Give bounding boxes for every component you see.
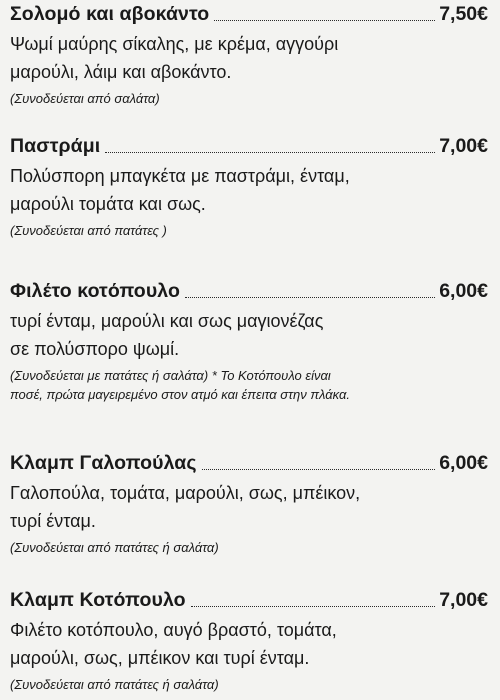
note-line: ποσέ, πρώτα μαγειρεμένο στον ατμό και έπειτα στην πλάκα. xyxy=(10,387,351,402)
menu-item-note xyxy=(10,221,488,240)
dotted-leader xyxy=(191,606,435,607)
menu-item-pastrami xyxy=(10,132,488,240)
menu-item-name: Σολομό και αβοκάντο xyxy=(10,3,210,25)
menu-item-salmon-avocado xyxy=(10,0,488,108)
menu-item-header xyxy=(10,586,488,614)
note-line: (Συνοδεύεται από πατάτες ) xyxy=(10,223,167,238)
dotted-leader xyxy=(214,20,435,21)
menu-item-note xyxy=(10,366,488,404)
menu-item-chicken-club xyxy=(10,586,488,694)
note-line: (Συνοδεύεται από πατάτες ή σαλάτα) xyxy=(10,677,219,692)
menu-item-name: Κλαμπ Γαλοπούλας xyxy=(10,452,197,474)
dotted-leader xyxy=(185,297,435,298)
description-line: μαρούλι, σως, μπέικον και τυρί ένταμ. xyxy=(10,648,310,668)
menu-item-header xyxy=(10,132,488,160)
dotted-leader xyxy=(202,469,436,470)
description-line: τυρί ένταμ. xyxy=(10,511,96,531)
description-line: Ψωμί μαύρης σίκαλης, με κρέμα, αγγούρι xyxy=(10,34,339,54)
menu-item-price: 7,00€ xyxy=(439,589,488,611)
note-line: (Συνοδεύεται με πατάτες ή σαλάτα) * Το Κοτόπουλο είναι xyxy=(10,368,331,383)
menu-item-description xyxy=(10,162,488,218)
menu-item-description xyxy=(10,479,488,535)
menu-item-description xyxy=(10,307,488,363)
menu-item-note xyxy=(10,538,488,557)
menu-item-name: Παστράμι xyxy=(10,135,101,157)
menu-item-price: 6,00€ xyxy=(439,452,488,474)
dotted-leader xyxy=(105,152,435,153)
description-line: τυρί ένταμ, μαρούλι και σως μαγιονέζας xyxy=(10,311,324,331)
menu-item-price: 7,00€ xyxy=(439,135,488,157)
description-line: μαρούλι, λάιμ και αβοκάντο. xyxy=(10,62,232,82)
menu-item-chicken-fillet xyxy=(10,277,488,404)
menu-item-note xyxy=(10,89,488,108)
description-line: Φιλέτο κοτόπουλο, αυγό βραστό, τομάτα, xyxy=(10,620,337,640)
menu-item-turkey-club xyxy=(10,449,488,557)
menu-item-header xyxy=(10,0,488,28)
description-line: Γαλοπούλα, τομάτα, μαρούλι, σως, μπέικον, xyxy=(10,483,361,503)
note-line: (Συνοδεύεται από σαλάτα) xyxy=(10,91,160,106)
menu-item-name: Φιλέτο κοτόπουλο xyxy=(10,280,180,302)
description-line: μαρούλι τομάτα και σως. xyxy=(10,194,206,214)
menu-item-description xyxy=(10,30,488,86)
menu-item-description xyxy=(10,616,488,672)
note-line: (Συνοδεύεται από πατάτες ή σαλάτα) xyxy=(10,540,219,555)
menu-item-price: 7,50€ xyxy=(439,3,488,25)
menu-item-header xyxy=(10,277,488,305)
menu-item-header xyxy=(10,449,488,477)
menu-item-note xyxy=(10,675,488,694)
description-line: σε πολύσπορο ψωμί. xyxy=(10,339,180,359)
menu-item-price: 6,00€ xyxy=(439,280,488,302)
menu-item-name: Κλαμπ Κοτόπουλο xyxy=(10,589,186,611)
description-line: Πολύσπορη μπαγκέτα με παστράμι, ένταμ, xyxy=(10,166,350,186)
